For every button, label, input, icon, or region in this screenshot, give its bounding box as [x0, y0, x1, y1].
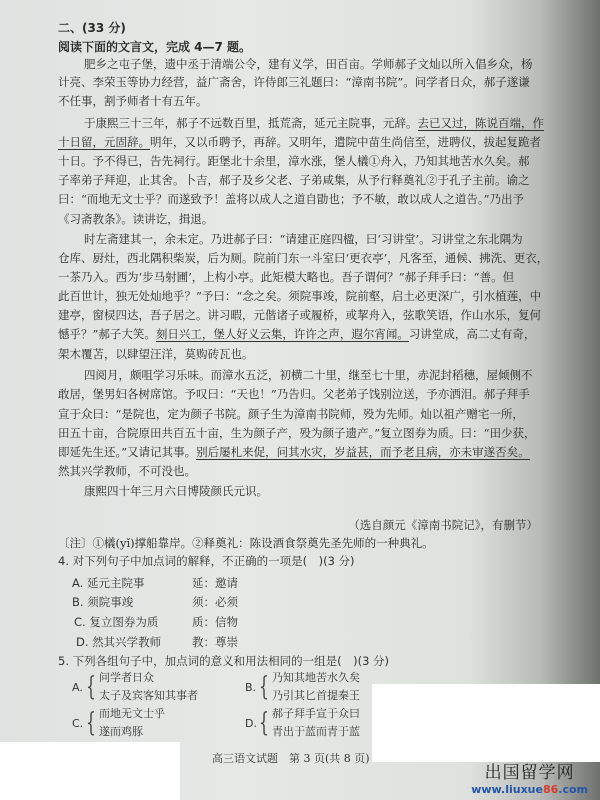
passage-line — [58, 94, 208, 108]
brace-icon: { — [86, 708, 96, 738]
passage-text: 习讲堂成，高二丈有奇， — [408, 327, 536, 341]
passage-line — [58, 251, 548, 265]
passage-text: 不任事，割予师者十有五年。 — [58, 94, 208, 108]
passage-text: 仓库、厨灶，西北隅积柴炭，后为厕。院前门东一斗室曰‘更衣亭’，凡客至，通候、拂洗、更衣， — [58, 251, 549, 265]
underlined-sentence: 去已又过，陈说百端，作 — [417, 116, 544, 130]
q4-option-b: B. 须院事竣 — [72, 595, 134, 609]
brace-icon: { — [259, 708, 269, 738]
passage-line — [84, 484, 268, 498]
passage-text: 田五十亩，合院原田共百五十亩，生为颜子产，殁为颜子遗产。”复立图券为质。曰：“田少获， — [58, 426, 536, 440]
white-mask — [0, 742, 180, 800]
watermark-logo — [471, 764, 588, 796]
q4-option-d-gloss: 教：尊崇 — [192, 635, 238, 649]
passage-text: 建亭，窗棂四达，吾子居之。讲习暇，元偕诸子或履桥，或挈舟入，弦歌笑语，作山水乐，复何 — [58, 308, 541, 322]
passage-text: 此百世计，独无处灿地乎？”予曰：“念之矣。须院事竣，院前壑，启土必更深广，引水植莲，中 — [58, 289, 542, 303]
q5-option-d-line2: 青出于蓝而青于蓝 — [272, 725, 360, 738]
q5-option-b-letter: B. — [245, 681, 257, 694]
q4-option-b-gloss: 须：必须 — [192, 595, 238, 609]
passage-text: 十日。予不得已，告先祠行。距堡北十余里，漳水涨，堡人檥①舟入，乃知其地苦水久矣。郝 — [58, 154, 530, 168]
passage-text: 计亮、李荣玉等协力经营，益广斋舍，许侍郎三礼题曰：“漳南书院”。问学者日众，郝子遂谦 — [58, 75, 530, 89]
passage-text: 于康熙三十三年，郝子不远数百里，抵荒斋，延元主院事，元辞。 — [84, 116, 418, 130]
passage-text: 四阅月，颇咀学习乐味。而漳水五泛，初横二十里，继至七十里，赤泥封稻穗，屋倾侧不 — [84, 368, 533, 382]
passage-line — [58, 270, 514, 284]
passage-line — [58, 407, 524, 421]
passage-text: 时左斋建其一，余未定。乃进郝子曰：“请建正庭四楹，曰‘习讲堂’。习讲堂之东北隅为 — [84, 232, 523, 246]
q4-option-a: A. 延元主院事 — [72, 576, 145, 590]
passage-line — [58, 173, 530, 187]
passage-text: 子率弟子拜迎，止其舍。卜吉，郝子及乡父老、子弟咸集，从予行释奠礼②于孔子主前。谕之 — [58, 173, 530, 187]
passage-line — [58, 154, 530, 168]
q5-option-c-line1: 而地无文士乎 — [99, 707, 165, 720]
watermark-url: www.liuxue86.com — [471, 783, 588, 796]
q5-option-b-line1: 乃知其地苦水久矣 — [272, 671, 360, 684]
passage-text: 架木覆苫，以肆望汪洋，莫购砖瓦也。 — [58, 347, 254, 361]
passage-text: 宣于众曰：“是院也，定为颜子书院。颜子生为漳南书院师，殁为先师。灿以祖产赠宅一所， — [58, 407, 524, 421]
underlined-sentence: 刻日兴工，堡人好义云集，许许之声，遐尔宵闻。 — [155, 327, 409, 341]
passage-line — [58, 387, 530, 401]
q5-option-d-letter: D. — [245, 717, 257, 730]
q5-option-b-line2: 乃引其匕首提秦王 — [272, 689, 360, 702]
passage-text: 明年，又以币聘予，再辞。又明年，遣院中苗生尚信至，进聘仪，拔起复跪者 — [150, 135, 541, 149]
passage-text: 肥乡之屯子堡，遗中丞于清端公令，建有义学，田百亩。学师郝子文灿以所入倡乡众，杨 — [84, 57, 533, 71]
passage-line — [58, 464, 196, 478]
page-footer: 高三语文试题 第 3 页(共 8 页) — [212, 752, 370, 765]
passage-text: 憾乎？”郝子大笑。 — [58, 327, 156, 341]
passage-line — [58, 445, 530, 459]
passage-line — [84, 232, 523, 246]
brace-icon: { — [86, 672, 96, 702]
passage-line — [58, 75, 530, 89]
passage-line — [84, 57, 533, 71]
passage-text: 《习斋教条》。读讲讫，揖退。 — [58, 212, 214, 226]
passage-line — [58, 135, 541, 149]
underlined-sentence: 十日留，元固辞。 — [58, 135, 150, 149]
passage-line — [58, 308, 541, 322]
passage-line — [58, 289, 541, 303]
passage-line — [84, 116, 544, 130]
notes: 〔注〕①檥(yǐ)撑船靠岸。②释奠礼：陈设酒食祭奠先圣先师的一种典礼。 — [58, 536, 434, 550]
passage-line — [58, 347, 254, 361]
q4-option-a-gloss: 延：邀请 — [192, 576, 238, 590]
q5-option-a-line1: 问学者日众 — [99, 671, 154, 684]
q4-option-c-gloss: 质：信物 — [192, 615, 238, 629]
passage-line — [58, 212, 213, 226]
watermark-name: 出国留学网 — [484, 763, 575, 783]
q5-option-c-letter: C. — [72, 717, 84, 730]
q5-option-d-line1: 郝子拜手宣于众曰 — [272, 707, 360, 720]
q4-option-d: D. 然其兴学教师 — [76, 635, 162, 649]
passage-text: 即延先生还。”又请记其事。 — [58, 445, 197, 459]
underlined-sentence: 别后屡札来促，问其水灾，岁益甚，而予老且病，亦未审遂否矣。 — [196, 445, 530, 459]
q5-option-c-line2: 遂而鸡豚 — [99, 725, 143, 738]
q5-option-a-letter: A. — [72, 681, 83, 694]
passage-line — [58, 327, 535, 341]
passage-line — [58, 426, 536, 440]
passage-text: 敢居，堡男妇各树席馆。予叹曰：“天也！”乃告归。父老弟子饯别泣送，予亦洒泪。郝子拜手 — [58, 387, 530, 401]
question-4-stem: 4. 对下列句子中加点词的解释，不正确的一项是( )(3 分) — [58, 554, 355, 568]
instruction: 阅读下面的文言文，完成 4—7 题。 — [58, 40, 252, 54]
question-5-stem: 5. 下列各组句子中，加点词的意义和用法相同的一组是( )(3 分) — [58, 654, 390, 668]
brace-icon: { — [259, 672, 269, 702]
q4-option-c: C. 复立图券为质 — [74, 615, 159, 629]
q5-option-a-line2: 太子及宾客知其事者 — [99, 689, 198, 702]
source-citation: （选自颜元《漳南书院记》，有删节） — [348, 518, 538, 532]
passage-line — [84, 368, 533, 382]
passage-text: 曰：“而地无文士乎？而遂致予！盖将以成人之道自勖也；予不敏，敢以成人之道告。”乃出予 — [58, 192, 525, 206]
passage-text: 然其兴学教师，不可没也。 — [58, 464, 196, 478]
white-mask — [372, 684, 600, 762]
passage-text: 康熙四十年三月六日博陵颜氏元识。 — [84, 484, 268, 498]
passage-line — [58, 192, 524, 206]
section-heading: 二、(33 分) — [58, 21, 126, 35]
passage-text: 一茶乃入。西为‘步马射圃’，上构小亭。此矩模大略也。吾子谓何？”郝子拜手曰：“善。但 — [58, 270, 515, 284]
